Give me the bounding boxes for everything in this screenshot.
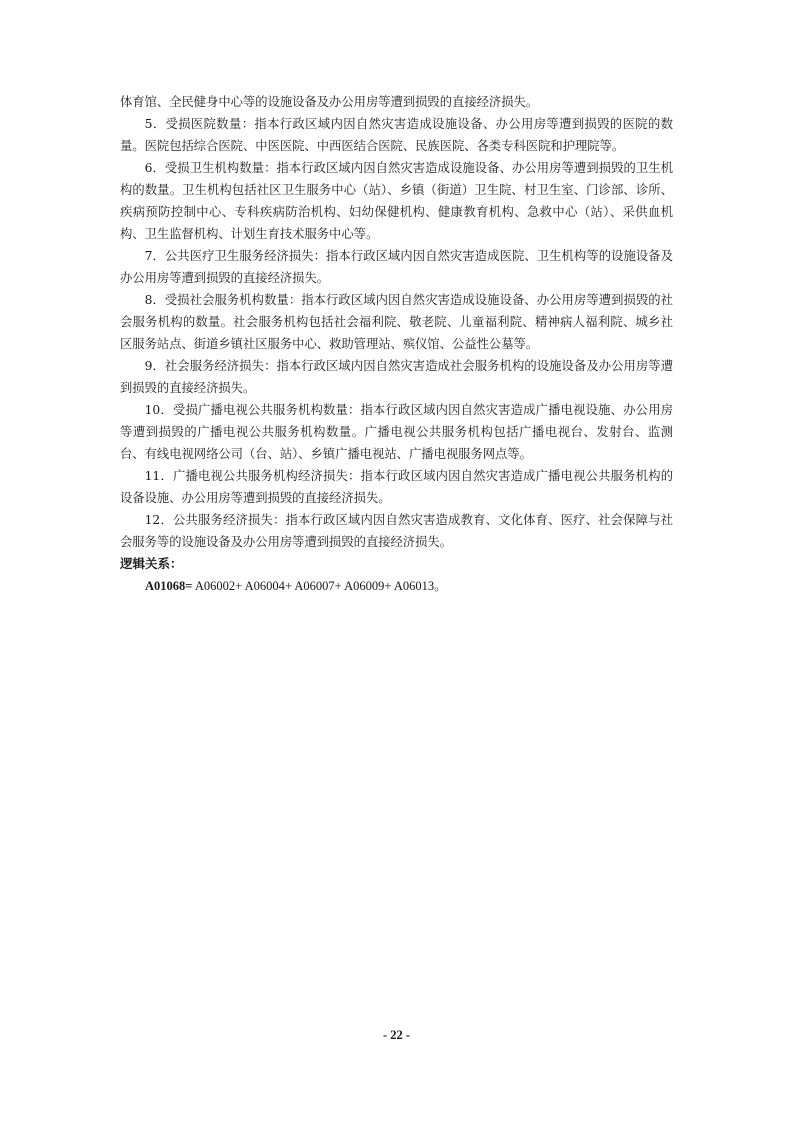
page-body — [120, 91, 673, 597]
paragraph-item-5: 5．受损医院数量：指本行政区域内因自然灾害造成设施设备、办公用房等遭到损毁的医院的数量。医院包括综合医院、中医医院、中西医结合医院、民族医院、各类专科医院和护理院等。 — [120, 117, 673, 153]
paragraph-item-6: 6．受损卫生机构数量：指本行政区域内因自然灾害造成设施设备、办公用房等遭到损毁的卫生机构的数量。卫生机构包括社区卫生服务中心（站）、乡镇（街道）卫生院、村卫生室、门诊部、诊所、疾病预防控制中心、专科疾病防治机构、妇幼保健机构、健康教育机构、急救中心（站）、采供血机构、卫生监督机构、计划生育技术服务中心等。 — [120, 161, 673, 241]
paragraph-item-7: 7．公共医疗卫生服务经济损失：指本行政区域内因自然灾害造成医院、卫生机构等的设施设备及办公用房等遭到损毁的直接经济损失。 — [120, 249, 673, 285]
paragraph-item-12: 12．公共服务经济损失：指本行政区域内因自然灾害造成教育、文化体育、医疗、社会保障与社会服务等的设施设备及办公用房等遭到损毁的直接经济损失。 — [120, 513, 673, 549]
paragraph-continuation: 体育馆、全民健身中心等的设施设备及办公用房等遭到损毁的直接经济损失。 — [120, 95, 539, 109]
paragraph-item-10: 10．受损广播电视公共服务机构数量：指本行政区域内因自然灾害造成广播电视设施、办公用房等遭到损毁的广播电视公共服务机构数量。广播电视公共服务机构包括广播电视台、发射台、监测台、有线电视网络公司（台、站）、乡镇广播电视站、广播电视服务网点等。 — [120, 403, 673, 461]
formula-rhs: A06002+ A06004+ A06007+ A06009+ A06013。 — [192, 579, 447, 593]
paragraph-item-9: 9．社会服务经济损失：指本行政区域内因自然灾害造成社会服务机构的设施设备及办公用房等遭到损毁的直接经济损失。 — [120, 359, 673, 395]
page-number: - 22 - — [382, 1028, 411, 1042]
logic-heading: 逻辑关系： — [120, 556, 183, 571]
logic-formula — [120, 575, 673, 597]
paragraph-item-11: 11．广播电视公共服务机构经济损失：指本行政区域内因自然灾害造成广播电视公共服务机构的设备设施、办公用房等遭到损毁的直接经济损失。 — [120, 469, 673, 505]
formula-lhs: A01068= — [145, 579, 193, 593]
paragraph-item-8: 8．受损社会服务机构数量：指本行政区域内因自然灾害造成设施设备、办公用房等遭到损毁的社会服务机构的数量。社会服务机构包括社会福利院、敬老院、儿童福利院、精神病人福利院、城乡社区服务站点、街道乡镇社区服务中心、救助管理站、殡仪馆、公益性公墓等。 — [120, 293, 673, 351]
